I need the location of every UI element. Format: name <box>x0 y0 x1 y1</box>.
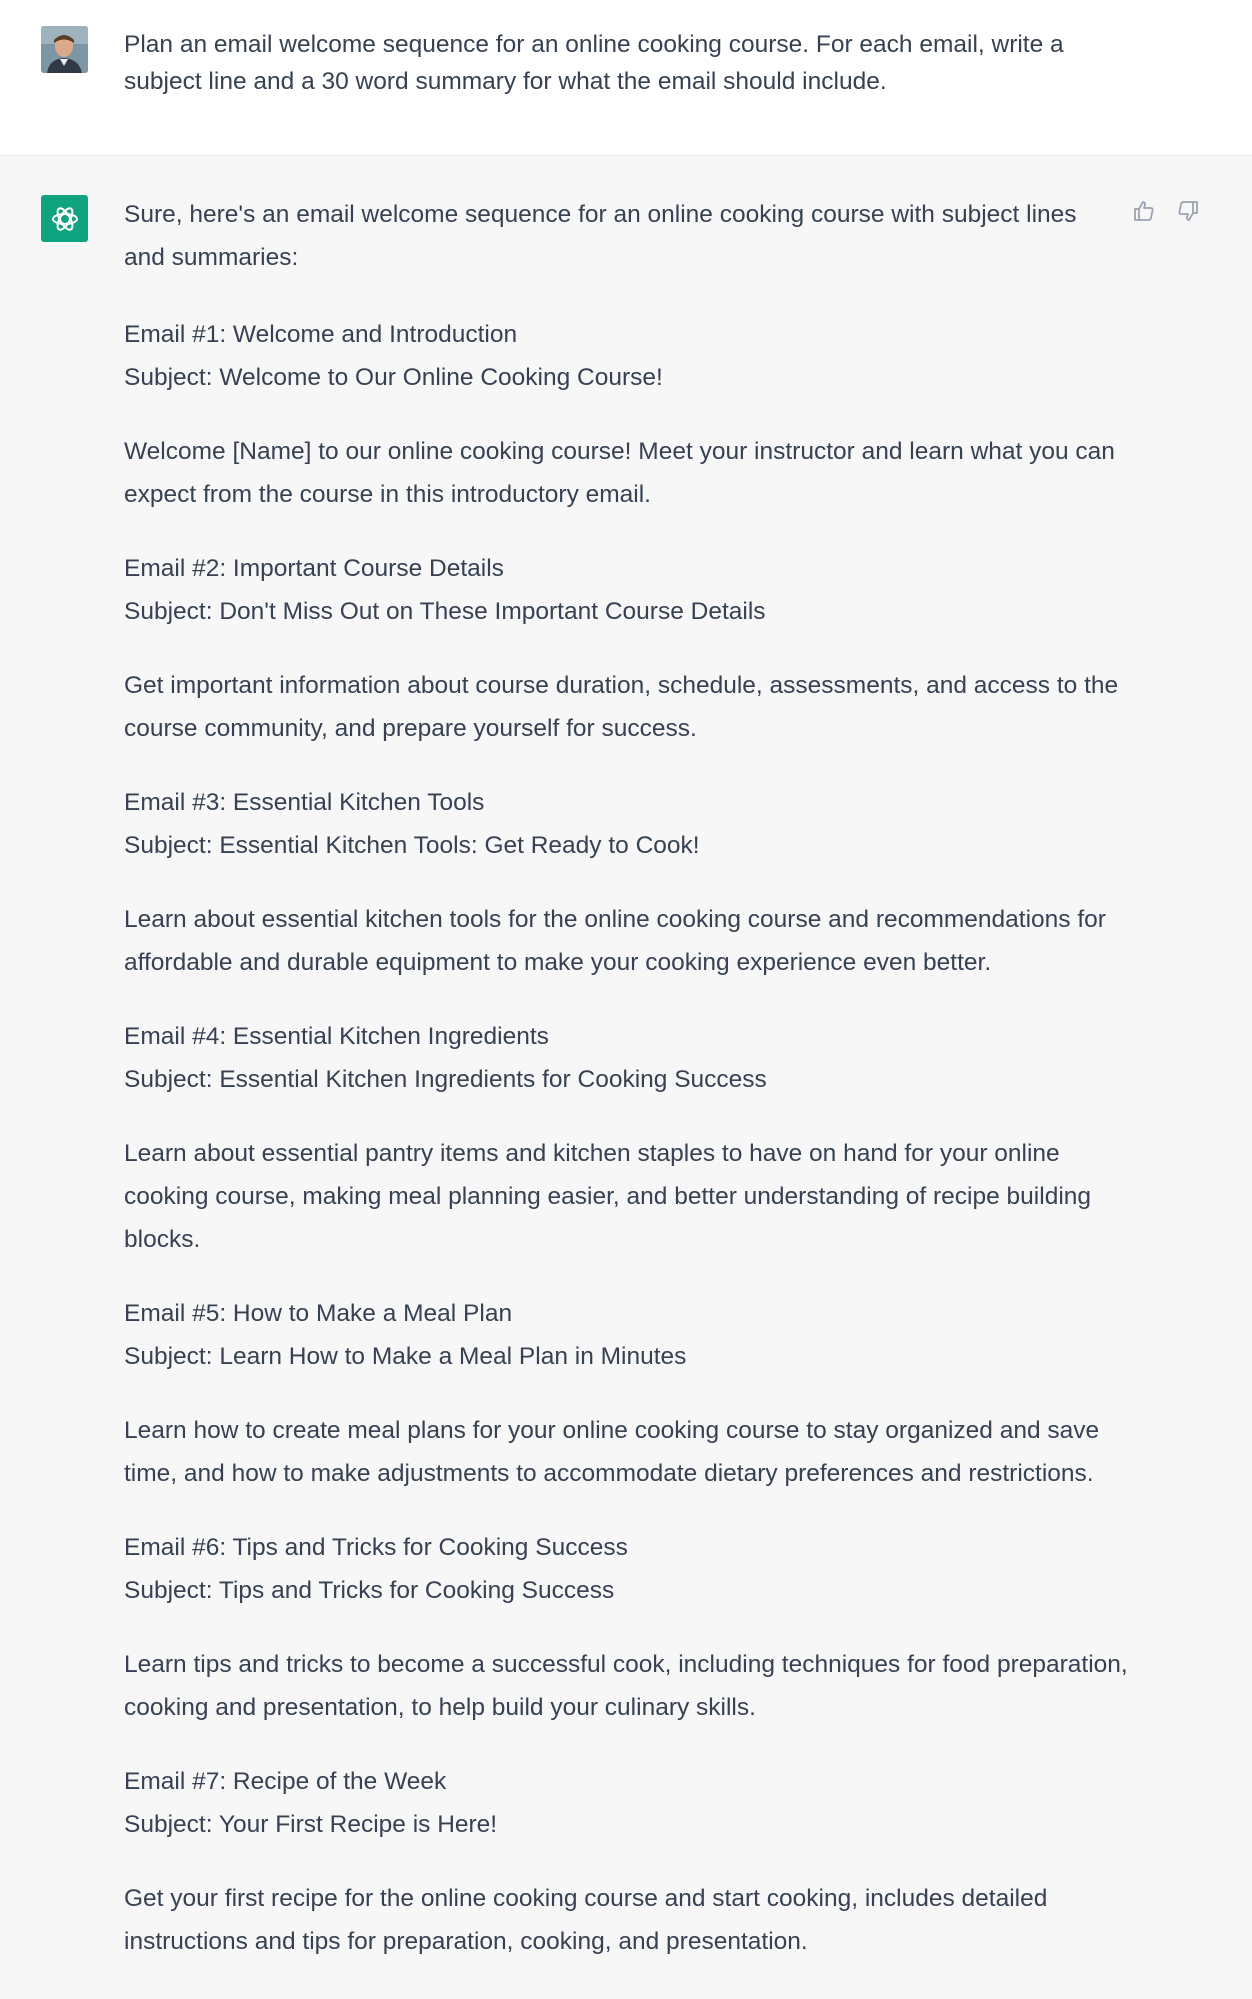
email-item <box>124 1292 1134 1526</box>
email-summary: Get your first recipe for the online cooking course and start cooking, includes detailed instructions and tips for preparation, cooking, and presentation. <box>124 1885 1048 1955</box>
feedback-buttons <box>1130 197 1202 225</box>
email-heading: Email #7: Recipe of the Week <box>124 1768 447 1795</box>
email-item <box>124 1015 1134 1292</box>
email-summary: Learn how to create meal plans for your online cooking course to stay organized and save time, and how to make adjustments to accommodate dietary preferences and restrictions. <box>124 1417 1100 1487</box>
email-subject: Subject: Essential Kitchen Tools: Get Ready to Cook! <box>124 832 700 859</box>
user-message <box>0 0 1252 156</box>
email-subject: Subject: Don't Miss Out on These Important Course Details <box>124 598 766 625</box>
email-subject: Subject: Learn How to Make a Meal Plan in Minutes <box>124 1343 687 1370</box>
email-heading: Email #1: Welcome and Introduction <box>124 321 518 348</box>
email-sequence <box>124 313 1134 1963</box>
assistant-intro: Sure, here's an email welcome sequence for an online cooking course with subject lines and summaries: <box>124 201 1077 271</box>
email-summary: Get important information about course duration, schedule, assessments, and access to the course community, and prepare yourself for success. <box>124 672 1119 742</box>
email-summary: Welcome [Name] to our online cooking course! Meet your instructor and learn what you can expect from the course in this introductory email. <box>124 438 1115 508</box>
thumbs-up-icon[interactable] <box>1130 197 1158 225</box>
email-subject: Subject: Your First Recipe is Here! <box>124 1811 498 1838</box>
email-summary: Learn about essential kitchen tools for the online cooking course and recommendations for affordable and durable equipment to make your cooking experience even better. <box>124 906 1106 976</box>
openai-logo-icon <box>41 195 88 242</box>
email-item <box>124 547 1134 781</box>
user-avatar <box>41 26 88 73</box>
email-item <box>124 781 1134 1015</box>
email-item <box>124 1526 1134 1760</box>
email-heading: Email #6: Tips and Tricks for Cooking Success <box>124 1534 628 1561</box>
user-prompt-text: Plan an email welcome sequence for an online cooking course. For each email, write a subject line and a 30 word summary for what the email should include. <box>124 31 1064 95</box>
email-summary: Learn about essential pantry items and kitchen staples to have on hand for your online cooking course, making meal planning easier, and better understanding of recipe building blocks. <box>124 1140 1092 1253</box>
email-summary: Learn tips and tricks to become a successful cook, including techniques for food preparation, cooking and presentation, to help build your culinary skills. <box>124 1651 1128 1721</box>
email-subject: Subject: Essential Kitchen Ingredients for Cooking Success <box>124 1066 767 1093</box>
email-item <box>124 313 1134 547</box>
email-heading: Email #3: Essential Kitchen Tools <box>124 789 485 816</box>
email-heading: Email #5: How to Make a Meal Plan <box>124 1300 513 1327</box>
email-subject: Subject: Tips and Tricks for Cooking Success <box>124 1577 615 1604</box>
email-subject: Subject: Welcome to Our Online Cooking Course! <box>124 364 663 391</box>
email-heading: Email #2: Important Course Details <box>124 555 504 582</box>
email-heading: Email #4: Essential Kitchen Ingredients <box>124 1023 549 1050</box>
email-item <box>124 1760 1134 1963</box>
thumbs-down-icon[interactable] <box>1174 197 1202 225</box>
